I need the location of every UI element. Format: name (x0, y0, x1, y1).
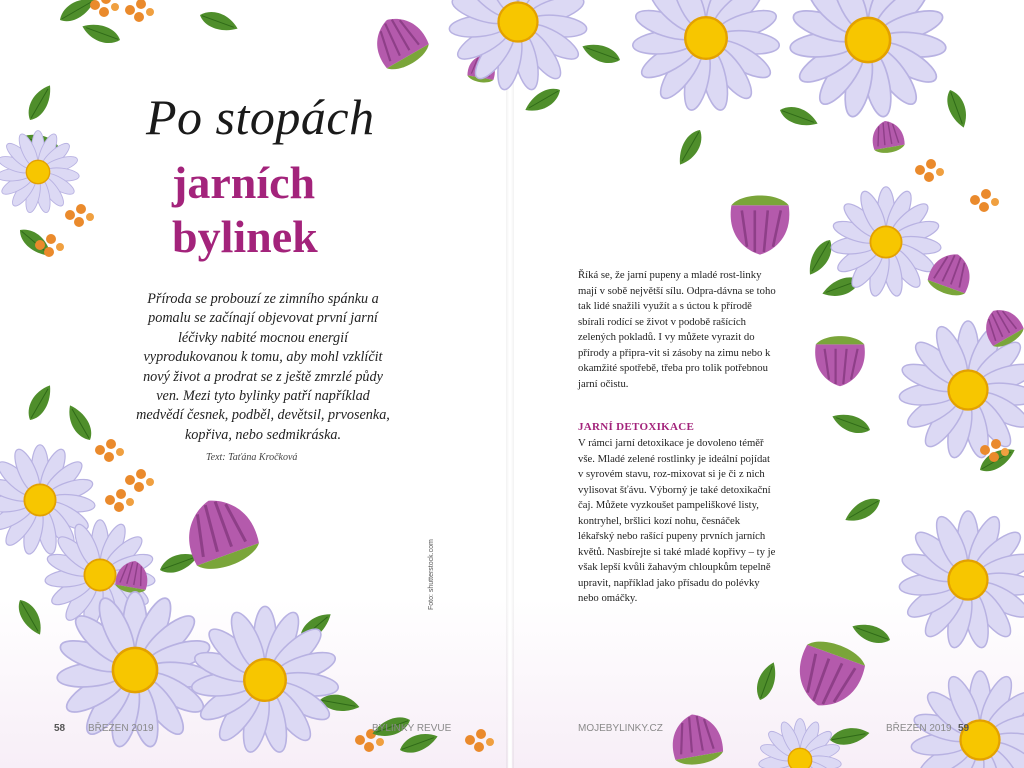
right-footer-site: MOJEBYLINKY.CZ (578, 723, 663, 734)
title-line-3: bylinek (172, 211, 318, 262)
right-footer-date: BŘEZEN 2019 (886, 723, 952, 734)
title-line-1: Po stopách (146, 89, 375, 145)
title-accent (172, 156, 318, 264)
right-page-number: 59 (958, 723, 970, 734)
intro-paragraph: Říká se, že jarní pupeny a mladé rost-linky mají v sobě největší sílu. Odpra-dávna se toho tak lidé snažili využít a s úctou k přírodě sbírali rodící se život v podobě rašících zelených pokladů. I vy můžete vyrazit do přírody a připra-vit si zásoby na zimu nebo k okamžité spotřebě, třeba pro tolik potřebnou jarní očistu. (578, 269, 776, 390)
byline: Text: Taťána Kročková (206, 452, 298, 463)
lead-paragraph: Příroda se probouzí ze zimního spánku a pomalu se začínají objevovat první jarní léčivky nabité mocnou energií vyprodukovanou k tomu, aby mohl vzklíčit nový život a prodrat se z ještě zmrzlé půdy ven. Mezi tyto bylinky patří například medvědí česnek, podběl, devětsil, prvosenka, kopřiva, nebo sedmikráska. (136, 291, 390, 443)
left-footer-date: BŘEZEN 2019 (88, 723, 154, 734)
detox-paragraph: V rámci jarní detoxikace je dovoleno téměř vše. Mladé zelené rostlinky je ideální pojídat v syrovém stavu, roz-mixovat si je či z nich vylisovat šťávu. Výborný je také detoxikační čaj. Můžete vyzkoušet pampeliškové listy, kontryhel, bršlici kozí nohu, česnáček lékařský nebo rašící pupeny prvních jarních květů. Nasbírejte si také mladé kopřivy – ty je však lepší kvůli žahavým chloupkům tepelně upravit, například jako přísadu do polévky nebo omáčky. (578, 437, 776, 604)
subheading: JARNÍ DETOXIKACE (578, 421, 695, 433)
title-line-2: jarních (172, 157, 316, 208)
photo-credit: Foto: shutterstock.com (428, 539, 435, 610)
flower-cluster-right-edge (815, 302, 1024, 527)
left-page-number: 58 (54, 723, 66, 734)
flower-cluster-top-right (365, 0, 999, 301)
left-footer-magazine: BYLINKY REVUE (372, 723, 452, 734)
